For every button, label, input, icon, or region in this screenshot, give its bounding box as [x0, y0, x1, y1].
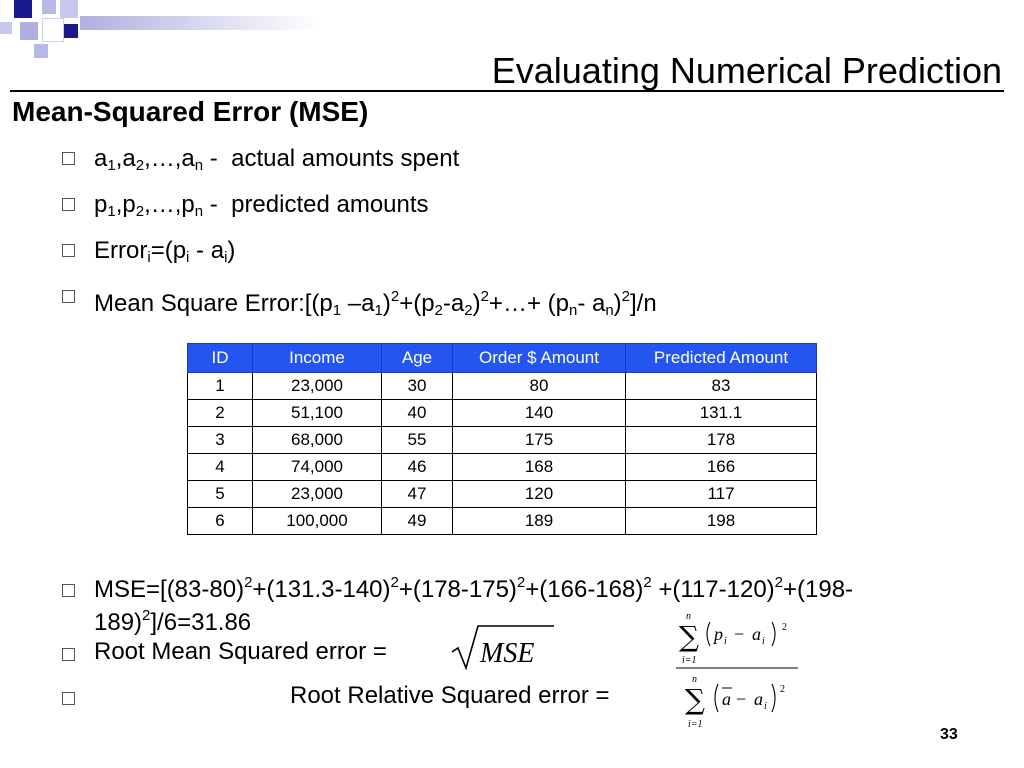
cell-age: 30 [382, 373, 453, 400]
decorative-square-5 [20, 22, 38, 40]
cell-id: 2 [188, 400, 253, 427]
denominator-a: a [754, 689, 763, 709]
sum-bottom-index-denominator: i=1 [688, 719, 703, 730]
rmse-label: Root Mean Squared error = [94, 638, 387, 665]
sqrt-content: MSE [480, 638, 535, 669]
cell-id: 5 [188, 481, 253, 508]
cell-income: 23,000 [253, 481, 382, 508]
cell-predicted-amount: 117 [626, 481, 817, 508]
cell-income: 23,000 [253, 373, 382, 400]
table-row [188, 508, 817, 535]
square-bullet-icon [62, 198, 75, 211]
sum-top-n-denominator: n [692, 674, 697, 685]
cell-order-amount: 168 [453, 454, 626, 481]
cell-predicted-amount: 178 [626, 427, 817, 454]
column-header-age: Age [382, 344, 453, 373]
left-paren-icon [715, 684, 718, 712]
sqrt-mse-formula [450, 622, 560, 672]
denominator-a-index: i [764, 701, 767, 712]
column-header-income: Income [253, 344, 382, 373]
cell-income: 74,000 [253, 454, 382, 481]
rrse-fraction-formula [676, 610, 806, 735]
cell-id: 6 [188, 508, 253, 535]
cell-age: 47 [382, 481, 453, 508]
cell-income: 100,000 [253, 508, 382, 535]
cell-id: 4 [188, 454, 253, 481]
slide-title: Evaluating Numerical Prediction [491, 50, 1002, 91]
denominator-minus: − [736, 689, 747, 709]
numerator-a-index: i [762, 636, 765, 647]
cell-order-amount: 120 [453, 481, 626, 508]
cell-order-amount: 175 [453, 427, 626, 454]
table-row [188, 373, 817, 400]
denominator-exponent: 2 [780, 684, 785, 695]
section-heading: Mean-Squared Error (MSE) [12, 96, 369, 127]
cell-predicted-amount: 131.1 [626, 400, 817, 427]
data-table [187, 343, 817, 535]
sum-bottom-index: i=1 [682, 655, 697, 666]
table-row [188, 454, 817, 481]
square-bullet-icon [62, 692, 75, 705]
sum-top-n: n [686, 611, 691, 622]
numerator-p: p [714, 624, 723, 644]
summation-icon: ∑ [679, 620, 699, 653]
table-row [188, 400, 817, 427]
cell-order-amount: 140 [453, 400, 626, 427]
decorative-square-8 [34, 44, 48, 58]
cell-age: 55 [382, 427, 453, 454]
column-header-predicted-amount: Predicted Amount [626, 344, 817, 373]
column-header-id: ID [188, 344, 253, 373]
bullet-text: $Error_i=(p_i - a_i)$ [94, 237, 236, 266]
denominator-a-bar: a [722, 689, 731, 709]
right-paren-icon [772, 684, 775, 712]
mse-calculation-line-2: 189)$^2$]/6=31.86 [94, 607, 252, 636]
numerator-minus: − [734, 624, 745, 644]
square-bullet-icon [62, 290, 75, 303]
numerator-exponent: 2 [782, 622, 787, 633]
table-row [188, 427, 817, 454]
rrse-label: Root Relative Squared error = [290, 682, 610, 709]
square-bullet-icon [62, 584, 75, 597]
table-row [188, 481, 817, 508]
mse-calculation-line-1: $MSE=[(83-80)^2+(131.3-140)^2+(178-175)^2+(166-168)^2 +(117-120)^2+(198-$ [94, 574, 854, 603]
summation-icon: ∑ [685, 683, 705, 716]
numerator-a: a [752, 624, 761, 644]
numerator-p-index: i [724, 636, 727, 647]
decorative-square-4 [0, 22, 12, 34]
cell-age: 49 [382, 508, 453, 535]
cell-age: 40 [382, 400, 453, 427]
decorative-gradient-bar [80, 16, 320, 30]
left-paren-icon [707, 622, 710, 646]
decorative-square-2 [42, 0, 56, 14]
square-bullet-icon [62, 244, 75, 257]
cell-income: 51,100 [253, 400, 382, 427]
bullet-text: $p_1,p_2,\dots,p_n$ - predicted amounts [94, 191, 429, 220]
decorative-square-1 [14, 0, 32, 18]
cell-age: 46 [382, 454, 453, 481]
table-header-row [188, 344, 817, 373]
cell-predicted-amount: 166 [626, 454, 817, 481]
page-number: 33 [940, 726, 958, 743]
title-divider [10, 90, 1004, 92]
cell-order-amount: 80 [453, 373, 626, 400]
square-bullet-icon [62, 152, 75, 165]
cell-predicted-amount: 198 [626, 508, 817, 535]
cell-predicted-amount: 83 [626, 373, 817, 400]
column-header-order-amount: Order $ Amount [453, 344, 626, 373]
decorative-square-6 [42, 18, 64, 42]
bullet-text: Mean Square $Error:[(p_1$ $-a_1)^2+(p_2-a_2)^2+\dots+ (p_n-$ $a_n)^2]/n$ [94, 288, 657, 319]
cell-id: 3 [188, 427, 253, 454]
cell-id: 1 [188, 373, 253, 400]
decorative-square-7 [64, 24, 78, 38]
cell-income: 68,000 [253, 427, 382, 454]
decorative-square-3 [60, 0, 78, 18]
cell-order-amount: 189 [453, 508, 626, 535]
right-paren-icon [772, 622, 775, 646]
bullet-text: $a_1,a_2,\dots,a_n$ - actual amounts spent [94, 145, 460, 174]
square-bullet-icon [62, 648, 75, 661]
